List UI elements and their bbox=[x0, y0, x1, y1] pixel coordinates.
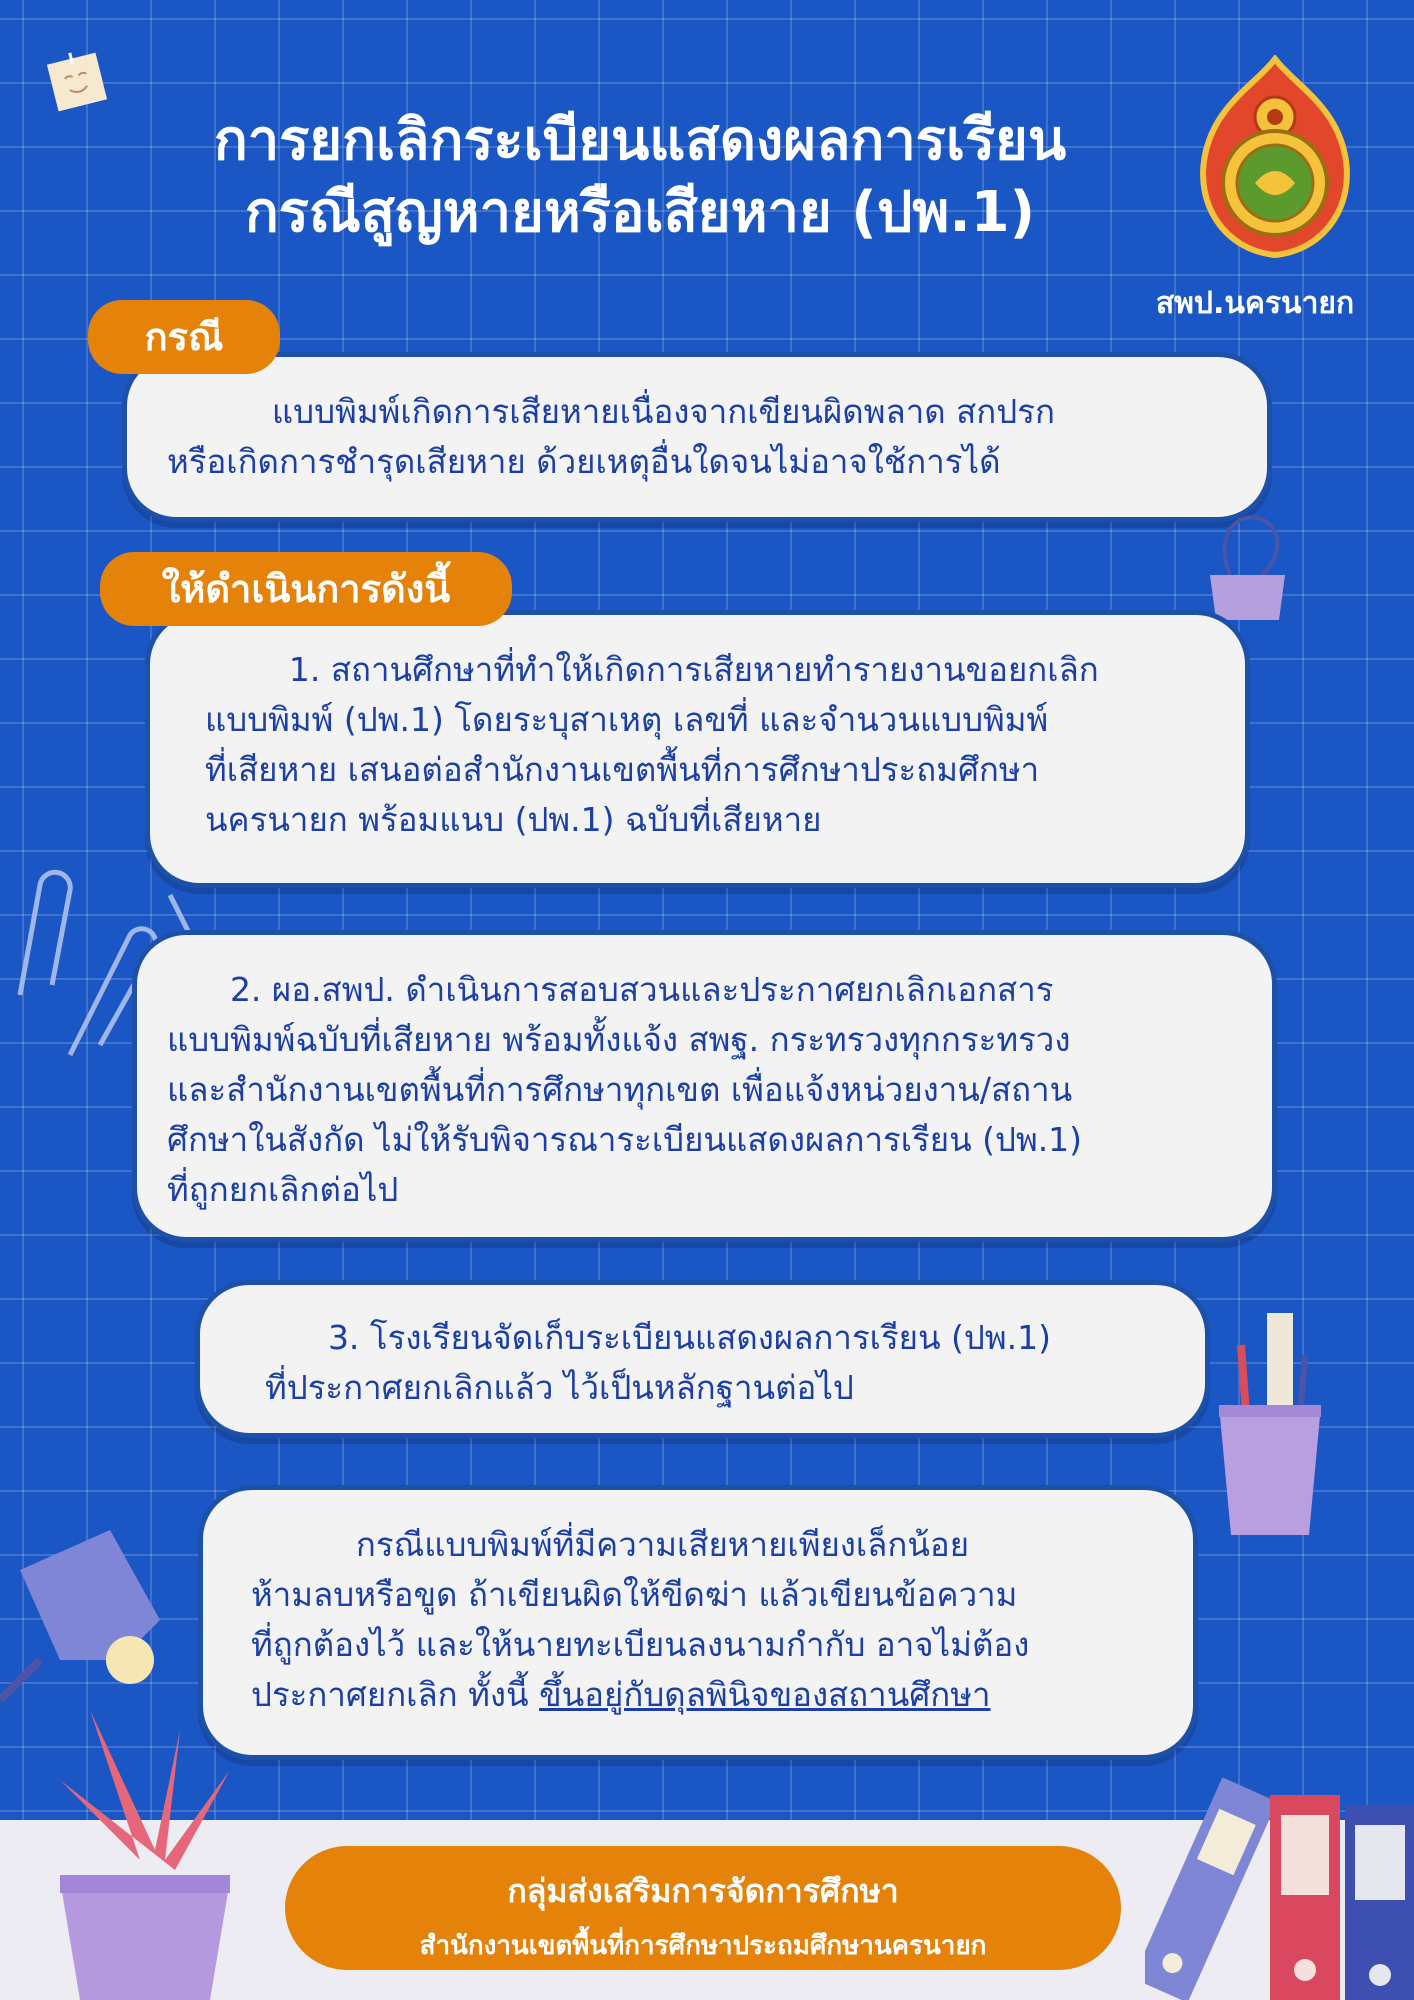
step2-line: แบบพิมพ์ฉบับที่เสียหาย พร้อมทั้งแจ้ง สพฐ. กระทรวงทุกกระทรวง bbox=[167, 1020, 1071, 1059]
note-line-last bbox=[251, 1670, 1163, 1720]
pencil-cup-icon bbox=[1205, 1305, 1335, 1550]
step1-line: ที่เสียหาย เสนอต่อสำนักงานเขตพื้นที่การศึกษาประถมศึกษา bbox=[205, 750, 1040, 789]
step2-line: และสำนักงานเขตพื้นที่การศึกษาทุกเขต เพื่อแจ้งหน่วยงาน/สถาน bbox=[167, 1070, 1073, 1109]
step2-card bbox=[132, 930, 1277, 1242]
note-underlined: ขึ้นอยู่กับดุลพินิจของสถานศึกษา bbox=[539, 1675, 991, 1714]
note-prefix: ประกาศยกเลิก ทั้งนี้ bbox=[251, 1675, 540, 1714]
step3-card bbox=[195, 1280, 1210, 1438]
case-line: หรือเกิดการชำรุดเสียหาย ด้วยเหตุอื่นใดจนไม่อาจใช้การได้ bbox=[167, 442, 1001, 481]
desk-lamp-icon bbox=[0, 1510, 170, 1710]
step1-line: แบบพิมพ์ (ปพ.1) โดยระบุสาเหตุ เลขที่ และจำนวนแบบพิมพ์ bbox=[205, 700, 1049, 739]
sticky-note-icon bbox=[42, 48, 112, 116]
note-card bbox=[198, 1485, 1198, 1760]
step1-line: นครนายก พร้อมแนบ (ปพ.1) ฉบับที่เสียหาย bbox=[205, 800, 822, 839]
note-line: กรณีแบบพิมพ์ที่มีความเสียหายเพียงเล็กน้อย bbox=[251, 1525, 970, 1564]
footer-line-2: สำนักงานเขตพื้นที่การศึกษาประถมศึกษานครนายก bbox=[419, 1931, 987, 1961]
title-line-2: กรณีสูญหายหรือเสียหาย (ปพ.1) bbox=[244, 180, 1036, 245]
case-pill: กรณี bbox=[88, 300, 280, 374]
note-line: ที่ถูกต้องไว้ และให้นายทะเบียนลงนามกำกับ อาจไม่ต้อง bbox=[251, 1625, 1030, 1664]
step1-card bbox=[145, 610, 1250, 888]
footer-line-1: กลุ่มส่งเสริมการจัดการศึกษา bbox=[507, 1872, 899, 1910]
binders-icon bbox=[1145, 1770, 1414, 2000]
step2-line: ศึกษาในสังกัด ไม่ให้รับพิจารณาระเบียนแสดงผลการเรียน (ปพ.1) bbox=[167, 1120, 1083, 1159]
step3-line: ที่ประกาศยกเลิกแล้ว ไว้เป็นหลักฐานต่อไป bbox=[265, 1368, 854, 1407]
office-label: สพป.นครนายก bbox=[1155, 286, 1355, 321]
step2-line: ที่ถูกยกเลิกต่อไป bbox=[167, 1170, 399, 1209]
steps-pill: ให้ดำเนินการดังนี้ bbox=[100, 552, 512, 626]
step3-line: 3. โรงเรียนจัดเก็บระเบียนแสดงผลการเรียน (ปพ.1) bbox=[265, 1318, 1051, 1357]
title-line-1: การยกเลิกระเบียนแสดงผลการเรียน bbox=[213, 108, 1067, 173]
plant-pot-icon bbox=[30, 1690, 260, 2000]
case-line: แบบพิมพ์เกิดการเสียหายเนื่องจากเขียนผิดพลาด สกปรก bbox=[167, 392, 1055, 431]
emblem-logo bbox=[1185, 55, 1365, 265]
step2-line: 2. ผอ.สพป. ดำเนินการสอบสวนและประกาศยกเลิกเอกสาร bbox=[167, 970, 1054, 1009]
case-card bbox=[122, 352, 1272, 522]
footer-pill bbox=[285, 1846, 1121, 1970]
step1-line: 1. สถานศึกษาที่ทำให้เกิดการเสียหายทำรายงานขอยกเลิก bbox=[205, 650, 1099, 689]
poster-title bbox=[110, 105, 1170, 249]
note-line: ห้ามลบหรือขูด ถ้าเขียนผิดให้ขีดฆ่า แล้วเขียนข้อความ bbox=[251, 1575, 1018, 1614]
